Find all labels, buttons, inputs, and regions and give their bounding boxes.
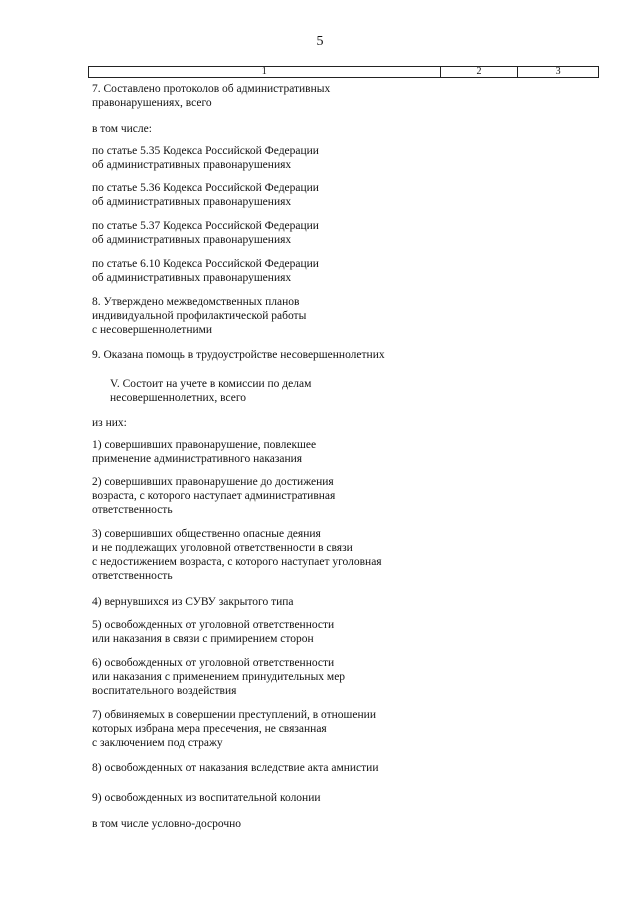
table-row-item-8: 8. Утверждено межведомственных планов индивидуальной профилактической работы с несовершеннолетними: [92, 296, 307, 336]
table-row-sub-8: 8) освобожденных от наказания вследствие акта амнистии: [92, 762, 379, 774]
table-row-parole: в том числе условно-досрочно: [92, 818, 242, 830]
table-row-sub-5: 5) освобожденных от уголовной ответственности или наказания в связи с примирением сторон: [92, 619, 335, 645]
table-header-row: [88, 66, 599, 78]
table-row-of-them: из них:: [92, 417, 127, 429]
table-row-sub-6: 6) освобожденных от уголовной ответственности или наказания с применением принудительных мер воспитательного воздействия: [92, 657, 346, 697]
table-row-sub-7: 7) обвиняемых в совершении преступлений, в отношении которых избрана мера пресечения, не связанная с заключением под стражу: [92, 709, 376, 749]
table-row-sub-9: 9) освобожденных из воспитательной колонии: [92, 792, 321, 804]
table-row-article-5-35: по статье 5.35 Кодекса Российской Федерации об административных правонарушениях: [92, 145, 319, 171]
page-number: 5: [316, 34, 324, 49]
column-header-3: 3: [517, 67, 598, 77]
table-row-sub-1: 1) совершивших правонарушение, повлекшее применение административного наказания: [92, 439, 317, 465]
table-row-sub-2: 2) совершивших правонарушение до достижения возраста, с которого наступает административная ответственность: [92, 476, 336, 516]
table-row-section-5: V. Состоит на учете в комиссии по делам несовершеннолетних, всего: [110, 378, 312, 404]
table-row-sub-4: 4) вернувшихся из СУВУ закрытого типа: [92, 596, 294, 608]
column-header-1: 1: [261, 66, 267, 77]
table-row-article-5-37: по статье 5.37 Кодекса Российской Федерации об административных правонарушениях: [92, 220, 319, 246]
table-row-including: в том числе:: [92, 123, 152, 135]
table-row-item-7: 7. Составлено протоколов об административных правонарушениях, всего: [92, 83, 331, 109]
column-header-2: 2: [440, 67, 518, 77]
table-row-article-5-36: по статье 5.36 Кодекса Российской Федерации об административных правонарушениях: [92, 182, 319, 208]
table-row-item-9: 9. Оказана помощь в трудоустройстве несовершеннолетних: [92, 349, 385, 361]
table-row-sub-3: 3) совершивших общественно опасные деяния и не подлежащих уголовной ответственности в связи с недостижением возраста, с которого наступает уголовная ответственность: [92, 528, 382, 582]
table-row-article-6-10: по статье 6.10 Кодекса Российской Федерации об административных правонарушениях: [92, 258, 319, 284]
